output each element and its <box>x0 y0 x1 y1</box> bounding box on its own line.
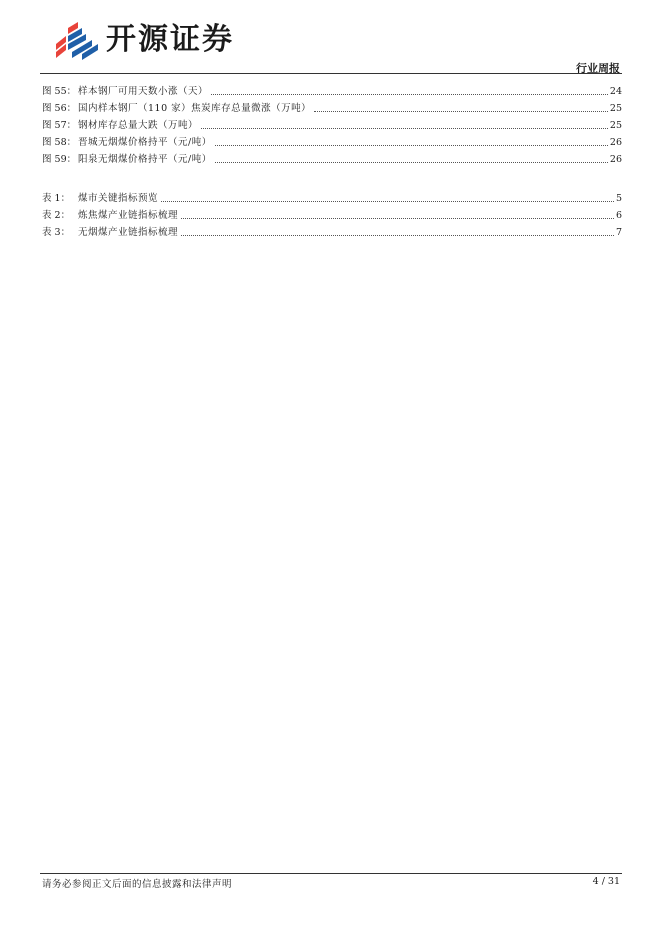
page-number: 4 / 31 <box>592 876 620 887</box>
logo-text: 开源证券 <box>106 22 234 57</box>
toc-leader-dots <box>181 218 614 219</box>
toc-entry[interactable] <box>42 100 622 117</box>
toc-entry-number: 图 59： <box>42 154 77 165</box>
toc-leader-dots <box>215 162 608 163</box>
toc-leader-dots <box>161 201 614 202</box>
toc-entry-page: 7 <box>615 227 622 238</box>
toc-entry-title: 国内样本钢厂（110 家）焦炭库存总量微涨（万吨） <box>78 103 312 114</box>
toc-entry-number: 图 55： <box>42 86 77 97</box>
toc-entry-title: 无烟煤产业链指标梳理 <box>78 227 179 238</box>
footer-divider <box>40 873 622 874</box>
page-header <box>0 0 662 76</box>
toc-leader-dots <box>211 94 608 95</box>
toc-entry-title: 钢材库存总量大跌（万吨） <box>78 120 199 131</box>
figure-list <box>42 83 622 168</box>
toc-entry-page: 26 <box>609 137 622 148</box>
toc-entry-title: 阳泉无烟煤价格持平（元/吨） <box>78 154 212 165</box>
toc-entry-title: 煤市关键指标预览 <box>78 193 159 204</box>
toc-entry[interactable] <box>42 117 622 134</box>
toc-entry[interactable] <box>42 83 622 100</box>
toc-entry-number: 图 56： <box>42 103 77 114</box>
table-list <box>42 190 622 241</box>
toc-entry-title: 样本钢厂可用天数小涨（天） <box>78 86 209 97</box>
toc-entry-number: 表 1： <box>42 193 71 204</box>
toc-entry-page: 5 <box>615 193 622 204</box>
toc-entry-page: 24 <box>609 86 622 97</box>
company-logo <box>52 18 234 62</box>
brand-logo-icon <box>52 18 100 62</box>
toc-entry[interactable] <box>42 151 622 168</box>
toc-entry-page: 25 <box>609 120 622 131</box>
toc-leader-dots <box>314 111 608 112</box>
footer-disclaimer: 请务必参阅正文后面的信息披露和法律声明 <box>42 879 233 890</box>
toc-entry-page: 25 <box>609 103 622 114</box>
toc-entry[interactable] <box>42 134 622 151</box>
toc-entry-number: 图 57： <box>42 120 77 131</box>
toc-leader-dots <box>201 128 608 129</box>
toc-entry-number: 表 3： <box>42 227 71 238</box>
toc-entry-title: 炼焦煤产业链指标梳理 <box>78 210 179 221</box>
toc-leader-dots <box>181 235 614 236</box>
toc-entry-number: 图 58： <box>42 137 77 148</box>
toc-entry[interactable] <box>42 224 622 241</box>
report-type-label: 行业周报 <box>576 62 620 75</box>
toc-leader-dots <box>215 145 608 146</box>
toc-entry[interactable] <box>42 190 622 207</box>
header-divider <box>40 73 622 74</box>
toc-entry-title: 晋城无烟煤价格持平（元/吨） <box>78 137 212 148</box>
toc-entry-page: 6 <box>615 210 622 221</box>
toc-entry-number: 表 2： <box>42 210 71 221</box>
toc-entry[interactable] <box>42 207 622 224</box>
toc-entry-page: 26 <box>609 154 622 165</box>
